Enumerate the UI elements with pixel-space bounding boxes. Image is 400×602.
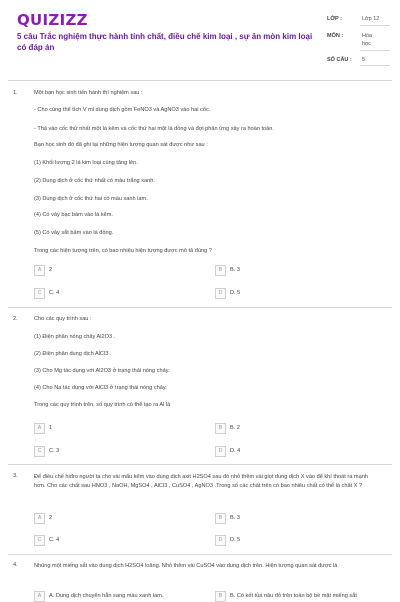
option-text: D. 5 bbox=[230, 290, 241, 296]
option-a[interactable] bbox=[34, 265, 194, 275]
question-text: (2) Dung dịch ở cốc thứ nhất có màu trắng xanh. bbox=[34, 178, 155, 184]
option-text: 1 bbox=[49, 425, 53, 431]
option-b[interactable] bbox=[215, 423, 375, 433]
option-text: B. Có kết tủa nâu đỏ trên toàn bộ bề mặt miếng sắt bbox=[230, 593, 357, 599]
question-text: Cho các quy trình sau : bbox=[34, 316, 92, 322]
count-label: SỐ CÂU : bbox=[327, 57, 352, 63]
divider bbox=[360, 50, 390, 51]
divider bbox=[360, 65, 390, 66]
option-letter: A bbox=[34, 265, 45, 276]
question-divider bbox=[8, 307, 392, 308]
option-b[interactable] bbox=[215, 265, 375, 275]
option-text: B. 3 bbox=[230, 515, 240, 521]
option-a[interactable] bbox=[34, 513, 194, 523]
option-letter: B bbox=[215, 591, 226, 602]
option-d[interactable] bbox=[215, 535, 375, 545]
option-d[interactable] bbox=[215, 288, 375, 298]
grade-value: Lớp 12 bbox=[362, 16, 380, 22]
option-text: C. 4 bbox=[49, 290, 60, 296]
question-text: Bạn học sinh đó đã ghi lại những hiện tượng quan sát được như sau : bbox=[34, 142, 208, 148]
option-letter: A bbox=[34, 591, 45, 602]
question-text: (2) Điện phân dung dịch AlCl3 . bbox=[34, 351, 112, 357]
option-letter: B bbox=[215, 513, 226, 524]
subject-label: MÔN : bbox=[327, 33, 344, 39]
option-text: B. 2 bbox=[230, 425, 240, 431]
option-letter: A bbox=[34, 513, 45, 524]
divider bbox=[360, 25, 390, 26]
subject-value: Hóa học bbox=[362, 33, 373, 47]
option-letter: B bbox=[215, 265, 226, 276]
option-text: 2 bbox=[49, 267, 53, 273]
count-value: 5 bbox=[362, 57, 366, 63]
option-letter: D bbox=[215, 446, 226, 457]
question-text: (4) Cho Na tác dụng với AlCl3 ở trạng thái nóng chảy. bbox=[34, 385, 167, 391]
option-letter: D bbox=[215, 288, 226, 299]
question-text: Trong các hiện tượng trên, có bao nhiêu hiện tượng được mô tả đúng ? bbox=[34, 248, 212, 254]
option-c[interactable] bbox=[34, 288, 194, 298]
question-text: (5) Có vảy sắt bám vào lá đồng. bbox=[34, 230, 114, 236]
question-number: 1. bbox=[13, 90, 18, 96]
question-number: 2. bbox=[13, 316, 18, 322]
question-text: - Thả vào cốc thứ nhất một lá kẽm và cốc thứ hai một lá đồng và đợi phản ứng xảy ra hoàn toàn. bbox=[34, 126, 274, 132]
option-text: D. 4 bbox=[230, 448, 241, 454]
question-text: (4) Có vảy bạc bám vào lá kẽm. bbox=[34, 212, 113, 218]
worksheet-header bbox=[0, 0, 400, 78]
question-text: (1) Khối lượng 2 lá kim loại cùng tăng lên. bbox=[34, 160, 138, 166]
option-c[interactable] bbox=[34, 446, 194, 456]
option-text: D. 5 bbox=[230, 537, 241, 543]
option-text: B. 3 bbox=[230, 267, 240, 273]
header-divider bbox=[8, 80, 392, 81]
option-text: C. 3 bbox=[49, 448, 60, 454]
option-text: 2 bbox=[49, 515, 53, 521]
question-number: 4. bbox=[13, 562, 18, 568]
option-b[interactable] bbox=[215, 513, 375, 523]
option-letter: C bbox=[34, 288, 45, 299]
question-text: (1) Điện phân nóng chảy Al2O3 . bbox=[34, 334, 116, 340]
option-letter: B bbox=[215, 423, 226, 434]
question-text: Nhúng một miếng sắt vào dung dịch H2SO4 loãng. Nhỏ thêm vài CuSO4 vào dung dịch trên. Hiện tượng quan sát được là bbox=[34, 563, 338, 569]
question-text: (3) Cho Mg tác dụng với Al2O3 ở trạng thái nóng chảy. bbox=[34, 368, 170, 374]
option-d[interactable] bbox=[215, 446, 375, 456]
grade-label: LỚP : bbox=[327, 16, 342, 22]
question-4 bbox=[13, 562, 388, 582]
option-c[interactable] bbox=[34, 535, 194, 545]
question-3 bbox=[13, 473, 388, 508]
option-letter: D bbox=[215, 535, 226, 546]
question-2 bbox=[13, 316, 388, 416]
question-text: - Cho cùng thể tích V ml dung dịch gồm FeNO3 và AgNO3 vào hai cốc. bbox=[34, 107, 211, 113]
option-letter: C bbox=[34, 446, 45, 457]
question-divider bbox=[8, 554, 392, 555]
worksheet-title: 5 câu Trắc nghiệm thực hành tính chất, điều chế kim loại , sự ăn mòn kim loại có đáp án bbox=[17, 32, 313, 52]
question-text: Để điều chế hiđro người ta cho vài mẩu kẽm vào dung dịch axit H2SO4 sau đó nhỏ thêm vài giọt dung dịch X vào để khí thoát ra mạnh hơn. Cho các chất sau HNO3 , NaOH, MgSO4 , AlCl3 , CuSO4 , AgNO3 .Trong số các chất trên có bao nhiêu chất có thể là chất X ? bbox=[34, 474, 368, 489]
option-a[interactable] bbox=[34, 423, 194, 433]
quizizz-logo: QUIZIZZ bbox=[17, 11, 88, 29]
option-letter: A bbox=[34, 423, 45, 434]
question-number: 3. bbox=[13, 473, 18, 479]
option-letter: C bbox=[34, 535, 45, 546]
option-text: C. 4 bbox=[49, 537, 60, 543]
question-text: Một bạn học sinh tiến hành thí nghiệm sau : bbox=[34, 90, 143, 96]
option-text: A. Dung dịch chuyển hẳn sang màu xanh lam. bbox=[49, 593, 164, 599]
question-divider bbox=[8, 464, 392, 465]
question-text: Trong các quy trình trên, số quy trình có thể tạo ra Al là bbox=[34, 402, 171, 408]
question-text: (3) Dung dịch ở cốc thứ hai có màu xanh lam. bbox=[34, 196, 148, 202]
